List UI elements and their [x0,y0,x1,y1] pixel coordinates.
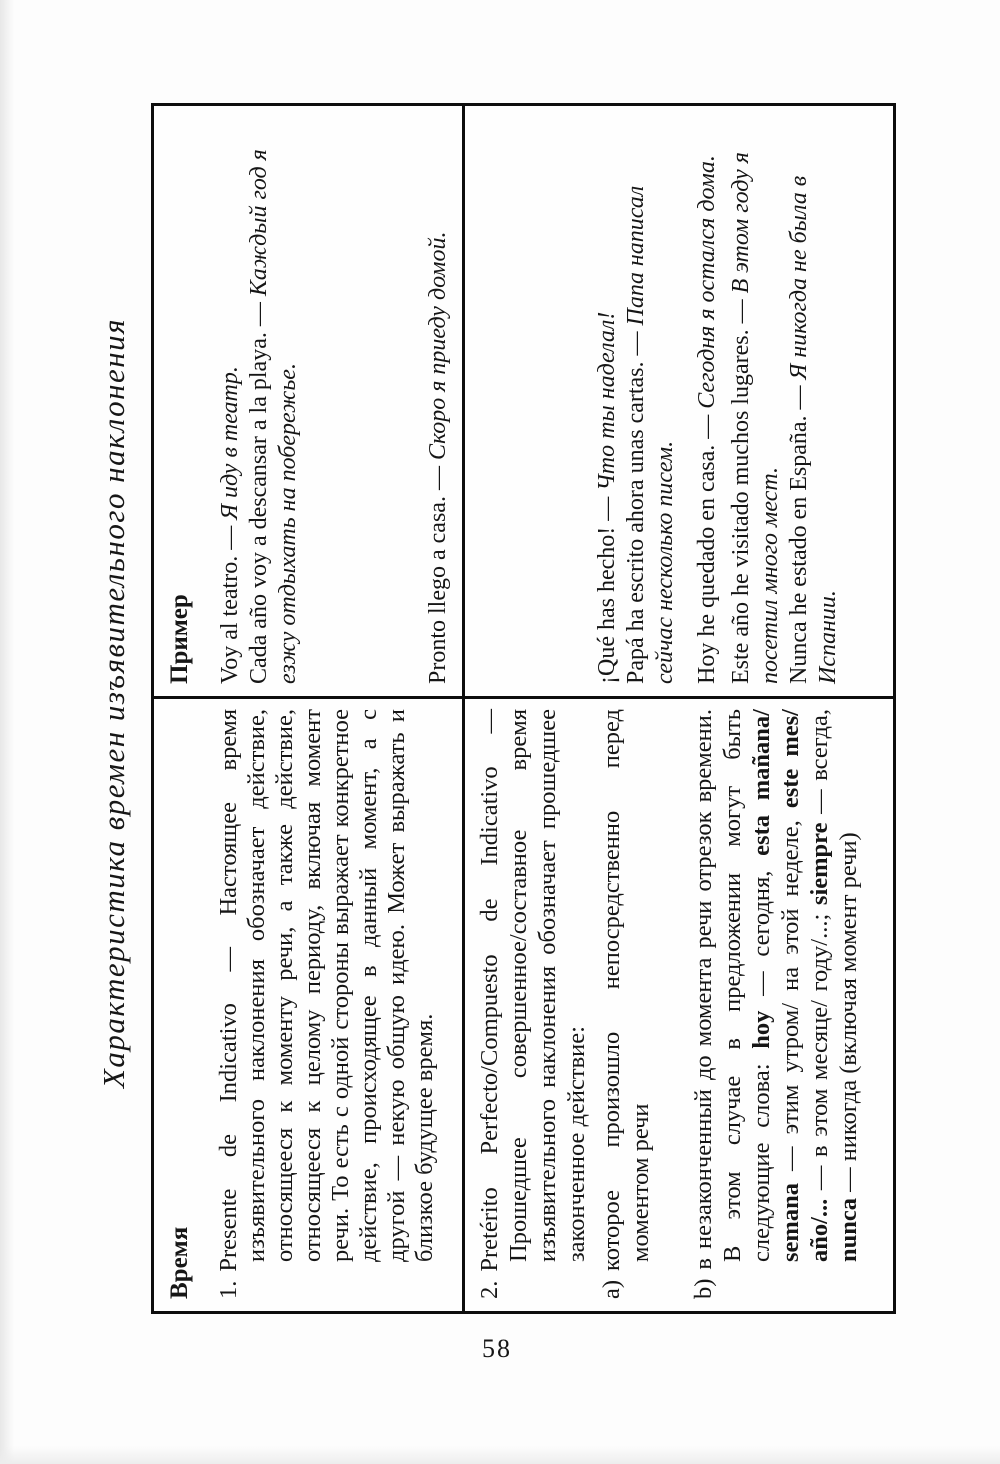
row2-primer-cell [462,106,893,699]
row2-item-b-label: b) [690,1278,717,1299]
row2-item-b-text: в незаконченный до момента речи отрезок времени. В этом случае в предложении могут быть следующие слова: hoy — сегодня, esta mañana/ semana — этим утром/ на этой неделе, este mes/ año/... — в этом месяце/ году/...; siempre — всегда, nunca — никогда (включая момент речи) [690,709,862,1270]
row1-number: 1. [215,1280,242,1299]
scan-edge-bottom [0,1446,1000,1464]
row2-item-b [689,709,863,1299]
grammar-table [151,103,896,1314]
row1-vremya-cell [209,699,462,1311]
row2-vremya-cell [462,699,893,1311]
row2-example-group-1: ¡Qué has hecho! — Что ты наделал! Papá ha escrito ahora unas cartas. — Папа написал сейчас несколько писем. [594,185,678,684]
rotated-page-content [86,88,901,1318]
row2-item-a-label: a) [598,1279,625,1299]
row1-primer-cell [209,106,462,699]
column-header-vremya [154,699,209,1311]
column-header-primer-label: Пример [166,594,193,684]
row1-description-paragraph [215,709,439,1299]
column-header-primer [154,106,209,699]
column-header-vremya-label: Время [166,1226,193,1299]
row2-description-paragraph [475,709,591,1299]
row2-example-group-3: Este año he visitado muchos lugares. — В этом году я посетил много мест. Nunca he estado en España. — Я никогда не была в Испании. [728,152,841,684]
row2-item-a [597,709,655,1299]
scan-edge-left [0,0,14,1464]
row1-example-group-2: Pronto llego a casa. — Скоро я приеду домой. [425,231,451,684]
row1-description-text: Presente de Indicativo — Настоящее время изъявительного наклонения обозначает действие, относящееся к моменту речи, а также действие, относящееся к целому периоду, включая момент речи. То есть с одной стороны выражает конкретное действие, происходящее в данный момент, а с другой — некую общую идею. Может выражать и близкое будущее время. [215,709,438,1272]
page-number: 58 [482,1334,512,1363]
row2-description-text: Pretérito Perfecto/Compuesto de Indicativo — Прошедшее совершенное/составное время изъявительного наклонения обозначает прошедшее законченное действие: [476,709,590,1272]
row2-item-a-text: которое произошло непосредственно перед моментом речи [598,709,654,1271]
row1-example-group-1: Voy al teatro. — Я иду в театр. Cada año voy a descansar a la playa. — Каждый год я езжу отдыхать на побережье. [217,149,301,684]
page-title: Характеристика времен изъявительного наклонения [96,317,131,1089]
row2-example-group-2: Hoy he quedado en casa. — Сегодня я остался дома. [694,155,720,684]
row2-number: 2. [476,1280,503,1299]
